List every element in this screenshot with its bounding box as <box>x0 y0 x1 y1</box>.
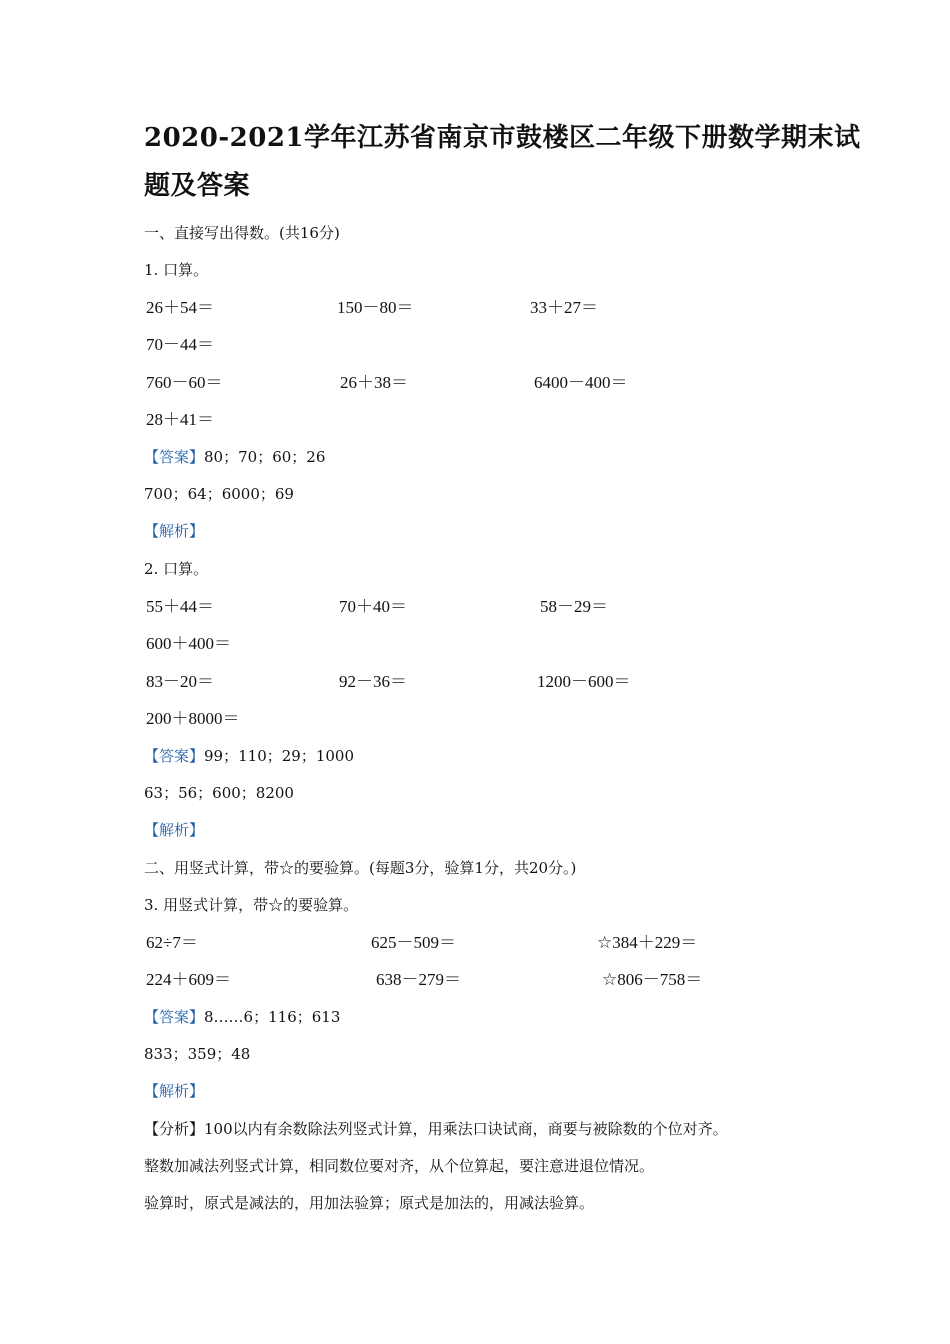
q1-expr: 150－80＝ <box>337 298 414 317</box>
document-title-line-1: 2020-2021学年江苏省南京市鼓楼区二年级下册数学期末试 <box>144 123 861 153</box>
q2-expr: 55＋44＝ <box>146 597 214 616</box>
q2-expr: 58－29＝ <box>540 597 608 616</box>
answer-tag: 【答案】 <box>144 1008 205 1026</box>
q2-answer-line-2: 63；56；600；8200 <box>144 784 294 802</box>
q3-analysis-tag: 【解析】 <box>144 1082 205 1100</box>
answer-text: 8……6；116；613 <box>204 1008 341 1026</box>
q3-label: 3. 用竖式计算，带☆的要验算。 <box>144 896 359 914</box>
q3-expr: 638－279＝ <box>376 970 461 989</box>
q3-analysis-paragraph-1 <box>144 1120 728 1138</box>
analysis-text: 100以内有余数除法列竖式计算，用乘法口诀试商，商要与被除数的个位对齐。 <box>204 1120 728 1138</box>
q2-expr: 600＋400＝ <box>146 634 231 653</box>
q1-analysis-tag: 【解析】 <box>144 522 205 540</box>
q3-expr: 62÷7＝ <box>146 933 198 952</box>
q2-expr: 70＋40＝ <box>339 597 407 616</box>
answer-tag: 【答案】 <box>144 747 205 765</box>
q2-answer <box>144 747 354 765</box>
q3-analysis-paragraph-2: 整数加减法列竖式计算，相同数位要对齐，从个位算起，要注意进退位情况。 <box>144 1157 655 1175</box>
q1-expr: 26＋54＝ <box>146 298 214 317</box>
analysis-intro-tag: 【分析】 <box>144 1120 205 1138</box>
q2-expr: 83－20＝ <box>146 672 214 691</box>
section-2-heading: 二、用竖式计算，带☆的要验算。(每题3分，验算1分，共20分。) <box>144 859 577 877</box>
q1-label: 1. 口算。 <box>144 261 209 279</box>
answer-tag: 【答案】 <box>144 448 205 466</box>
q2-analysis-tag: 【解析】 <box>144 821 205 839</box>
q1-expr: 28＋41＝ <box>146 410 214 429</box>
q1-expr: 70－44＝ <box>146 335 214 354</box>
q3-expr: 625－509＝ <box>371 933 456 952</box>
q3-answer-line-2: 833；359；48 <box>144 1045 251 1063</box>
q3-expr: ☆806－758＝ <box>602 970 703 989</box>
q1-answer-line-2: 700；64；6000；69 <box>144 485 294 503</box>
q3-expr: ☆384＋229＝ <box>597 933 698 952</box>
section-1-heading: 一、直接写出得数。(共16分) <box>144 224 340 242</box>
answer-text: 99；110；29；1000 <box>204 747 354 765</box>
document-title-line-2: 题及答案 <box>144 171 251 201</box>
q2-expr: 200＋8000＝ <box>146 709 240 728</box>
q2-expr: 92－36＝ <box>339 672 407 691</box>
q1-expr: 6400－400＝ <box>534 373 628 392</box>
q1-expr: 33＋27＝ <box>530 298 598 317</box>
answer-text: 80；70；60；26 <box>204 448 326 466</box>
q1-expr: 760－60＝ <box>146 373 223 392</box>
q3-expr: 224＋609＝ <box>146 970 231 989</box>
q3-analysis-paragraph-3: 验算时，原式是减法的，用加法验算；原式是加法的，用减法验算。 <box>144 1194 595 1212</box>
q2-expr: 1200－600＝ <box>537 672 631 691</box>
q1-answer <box>144 448 325 466</box>
q2-label: 2. 口算。 <box>144 560 209 578</box>
q1-expr: 26＋38＝ <box>340 373 408 392</box>
q3-answer <box>144 1008 340 1026</box>
